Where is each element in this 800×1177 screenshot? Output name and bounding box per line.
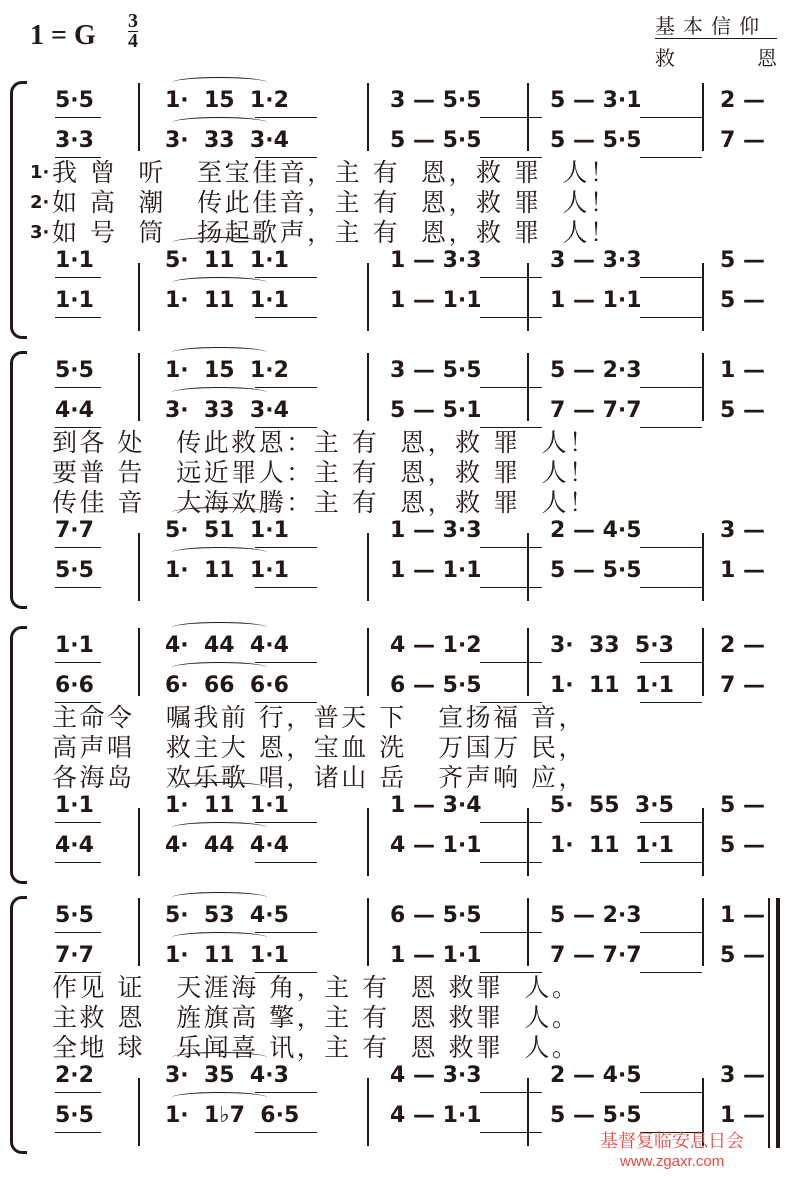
- lyric-line: [0, 762, 800, 793]
- measure-notes: 1 —: [720, 358, 765, 383]
- title-rule: [655, 38, 777, 39]
- lyric-text: 作见 证 天涯海 角，主 有 恩 救罪 人。: [52, 973, 580, 1002]
- beam-line: [55, 1132, 101, 1133]
- measure-notes: 2 — 4·5: [550, 518, 642, 543]
- measure-notes: 1· 11 1·1: [550, 673, 674, 698]
- slur: [172, 822, 267, 833]
- beam-line: [640, 277, 702, 278]
- measure-notes: 3 — 5·5: [390, 88, 482, 113]
- measure-notes: 5 —: [720, 793, 765, 818]
- measure-notes: 1·1: [55, 793, 94, 818]
- lyric-line: [0, 427, 800, 458]
- measure-notes: 2 —: [720, 633, 765, 658]
- measure-notes: 4· 44 4·4: [165, 633, 289, 658]
- meter-bottom: 4: [128, 30, 138, 52]
- credit-right: 恩: [757, 46, 777, 70]
- beam-line: [255, 662, 317, 663]
- beam-line: [55, 1092, 101, 1093]
- measure-notes: 3 —: [720, 1063, 765, 1088]
- measure-notes: 4·4: [55, 833, 94, 858]
- beam-line: [255, 587, 317, 588]
- measure-notes: 6·6: [55, 673, 94, 698]
- beam-line: [640, 932, 702, 933]
- beam-line: [255, 547, 317, 548]
- measure-notes: 3 —: [720, 518, 765, 543]
- measure-notes: 3· 33 3·4: [165, 398, 289, 423]
- lyric-text: 主命令 嘱我前 行，普天 下 宣扬福 音，: [52, 703, 587, 732]
- lyric-text: 各海岛 欢乐歌 唱，诸山 岳 齐声响 应，: [52, 763, 587, 792]
- beam-line: [480, 277, 542, 278]
- measure-notes: 7 —: [720, 673, 765, 698]
- measure-notes: 7·7: [55, 518, 94, 543]
- measure-notes: 7 — 7·7: [550, 943, 642, 968]
- measure-notes: 1·1: [55, 633, 94, 658]
- score-system: [0, 345, 800, 615]
- beam-line: [55, 277, 101, 278]
- slur: [172, 622, 267, 633]
- score-system: [0, 75, 800, 345]
- beam-line: [640, 862, 702, 863]
- measure-notes: 4 — 1·1: [390, 1103, 482, 1128]
- lyric-text: 我 曾 听 至宝佳音，主 有 恩，救 罪 人！: [52, 158, 618, 187]
- beam-line: [55, 862, 101, 863]
- beam-line: [480, 662, 542, 663]
- song-title: 基本信仰: [655, 14, 767, 38]
- measure-notes: 1 —: [720, 1103, 765, 1128]
- beam-line: [255, 117, 317, 118]
- measure-notes: 5 —: [720, 398, 765, 423]
- slur: [172, 77, 267, 88]
- measure-notes: 4 — 1·2: [390, 633, 482, 658]
- slur: [172, 387, 267, 398]
- beam-line: [55, 932, 101, 933]
- measure-notes: 5 — 5·5: [550, 1103, 642, 1128]
- beam-line: [55, 822, 101, 823]
- measure-notes: 5 — 3·1: [550, 88, 642, 113]
- beam-line: [480, 547, 542, 548]
- lyric-line: [0, 732, 800, 763]
- measure-notes: 2 —: [720, 88, 765, 113]
- slur: [172, 932, 267, 943]
- lyric-text: 要普 告 远近罪人：主 有 恩，救 罪 人！: [52, 458, 597, 487]
- lyric-text: 如 高 潮 传此佳音，主 有 恩，救 罪 人！: [52, 188, 618, 217]
- beam-line: [55, 587, 101, 588]
- measure-notes: 5· 53 4·5: [165, 903, 289, 928]
- measure-notes: 5 — 2·3: [550, 903, 642, 928]
- measure-notes: 7 — 7·7: [550, 398, 642, 423]
- lyric-text: 高声唱 救主大 恩，宝血 洗 万国万 民，: [52, 733, 587, 762]
- lyric-text: 传佳 音 大海欢腾：主 有 恩，救 罪 人！: [52, 488, 597, 517]
- lyric-line: [0, 1002, 800, 1033]
- lyric-line: [0, 217, 800, 248]
- beam-line: [640, 662, 702, 663]
- measure-notes: 1· 11 1·1: [165, 943, 289, 968]
- measure-notes: 5 — 5·5: [390, 128, 482, 153]
- measure-notes: 1· 15 1·2: [165, 88, 289, 113]
- beam-line: [255, 862, 317, 863]
- beam-line: [55, 317, 101, 318]
- measure-notes: 7·7: [55, 943, 94, 968]
- measure-notes: 5 — 5·5: [550, 128, 642, 153]
- lyric-line: [0, 972, 800, 1003]
- beam-line: [640, 587, 702, 588]
- measure-notes: 5 —: [720, 288, 765, 313]
- beam-line: [480, 862, 542, 863]
- slur: [172, 662, 267, 673]
- verse-number: 3·: [30, 222, 50, 243]
- measure-notes: 5· 11 1·1: [165, 248, 289, 273]
- beam-line: [255, 1132, 317, 1133]
- measure-notes: 5·5: [55, 358, 94, 383]
- watermark-url: www.zgaxr.com: [620, 1153, 725, 1170]
- measure-notes: 1· 11 1·1: [165, 793, 289, 818]
- measure-notes: 5·5: [55, 88, 94, 113]
- measure-notes: 5 —: [720, 833, 765, 858]
- measure-notes: 1·1: [55, 248, 94, 273]
- score-system: [0, 890, 800, 1160]
- measure-notes: 1 — 3·3: [390, 248, 482, 273]
- beam-line: [480, 822, 542, 823]
- beam-line: [255, 387, 317, 388]
- meter-top: 3: [128, 10, 138, 32]
- measure-notes: 1 — 3·4: [390, 793, 482, 818]
- credit: [655, 42, 777, 71]
- beam-line: [640, 547, 702, 548]
- measure-notes: 2·2: [55, 1063, 94, 1088]
- score-system: [0, 620, 800, 890]
- measure-notes: 6· 66 6·6: [165, 673, 289, 698]
- beam-line: [480, 1132, 542, 1133]
- measure-notes: 1 — 1·1: [550, 288, 642, 313]
- beam-line: [55, 117, 101, 118]
- measure-notes: 1· 1♭7 6·5: [165, 1103, 300, 1128]
- watermark-text: 基督复临安息日会: [600, 1131, 744, 1152]
- measure-notes: 3· 35 4·3: [165, 1063, 289, 1088]
- measure-notes: 3·3: [55, 128, 94, 153]
- beam-line: [480, 117, 542, 118]
- credit-left: 救: [655, 46, 675, 70]
- measure-notes: 5 — 5·1: [390, 398, 482, 423]
- beam-line: [255, 277, 317, 278]
- lyric-text: 如 号 筒 扬起歌声，主 有 恩，救 罪 人！: [52, 218, 618, 247]
- slur: [172, 892, 267, 903]
- beam-line: [480, 587, 542, 588]
- lyric-line: [0, 487, 800, 518]
- measure-notes: 1· 11 1·1: [550, 833, 674, 858]
- verse-number: 1·: [30, 162, 50, 183]
- beam-line: [640, 1092, 702, 1093]
- lyric-line: [0, 457, 800, 488]
- measure-notes: 5 — 5·5: [550, 558, 642, 583]
- beam-line: [480, 387, 542, 388]
- measure-notes: 1 —: [720, 558, 765, 583]
- slur: [172, 1092, 267, 1103]
- measure-notes: 1 — 3·3: [390, 518, 482, 543]
- measure-notes: 1 —: [720, 903, 765, 928]
- beam-line: [255, 1092, 317, 1093]
- measure-notes: 5 —: [720, 943, 765, 968]
- measure-notes: 6 — 5·5: [390, 903, 482, 928]
- beam-line: [255, 932, 317, 933]
- measure-notes: 5·5: [55, 1103, 94, 1128]
- measure-notes: 5· 51 1·1: [165, 518, 289, 543]
- beam-line: [55, 547, 101, 548]
- lyric-line: [0, 702, 800, 733]
- measure-notes: 3· 33 3·4: [165, 128, 289, 153]
- beam-line: [640, 317, 702, 318]
- beam-line: [480, 932, 542, 933]
- beam-line: [640, 387, 702, 388]
- lyric-line: [0, 187, 800, 218]
- measure-notes: 2 — 4·5: [550, 1063, 642, 1088]
- beam-line: [480, 1092, 542, 1093]
- measure-notes: 3· 33 5·3: [550, 633, 674, 658]
- measure-notes: 6 — 5·5: [390, 673, 482, 698]
- beam-line: [640, 822, 702, 823]
- beam-line: [255, 822, 317, 823]
- lyric-line: [0, 157, 800, 188]
- slur: [172, 117, 267, 128]
- verse-number: 2·: [30, 192, 50, 213]
- slur: [172, 547, 267, 558]
- measure-notes: 4·4: [55, 398, 94, 423]
- key-signature: 1 = G: [30, 20, 96, 51]
- time-signature: [128, 12, 138, 51]
- measure-notes: 1 — 1·1: [390, 943, 482, 968]
- slur: [172, 277, 267, 288]
- measure-notes: 4 — 3·3: [390, 1063, 482, 1088]
- beam-line: [55, 662, 101, 663]
- measure-notes: 5·5: [55, 558, 94, 583]
- measure-notes: 5 — 2·3: [550, 358, 642, 383]
- measure-notes: 1· 11 1·1: [165, 288, 289, 313]
- lyric-line: [0, 1032, 800, 1063]
- measure-notes: 5· 55 3·5: [550, 793, 674, 818]
- measure-notes: 3 — 3·3: [550, 248, 642, 273]
- measure-notes: 3 — 5·5: [390, 358, 482, 383]
- measure-notes: 5·5: [55, 903, 94, 928]
- measure-notes: 7 —: [720, 128, 765, 153]
- slur: [172, 347, 267, 358]
- measure-notes: 4· 44 4·4: [165, 833, 289, 858]
- beam-line: [55, 387, 101, 388]
- measure-notes: 4 — 1·1: [390, 833, 482, 858]
- measure-notes: 5 —: [720, 248, 765, 273]
- lyric-text: 到各 处 传此救恩：主 有 恩，救 罪 人！: [52, 428, 597, 457]
- beam-line: [255, 317, 317, 318]
- measure-notes: 1 — 1·1: [390, 288, 482, 313]
- lyric-text: 主救 恩 旌旗高 擎，主 有 恩 救罪 人。: [52, 1003, 580, 1032]
- measure-notes: 1 — 1·1: [390, 558, 482, 583]
- measure-notes: 1· 15 1·2: [165, 358, 289, 383]
- measure-notes: 1·1: [55, 288, 94, 313]
- measure-notes: 1· 11 1·1: [165, 558, 289, 583]
- beam-line: [640, 117, 702, 118]
- beam-line: [480, 317, 542, 318]
- lyric-text: 全地 球 乐闻喜 讯，主 有 恩 救罪 人。: [52, 1033, 580, 1062]
